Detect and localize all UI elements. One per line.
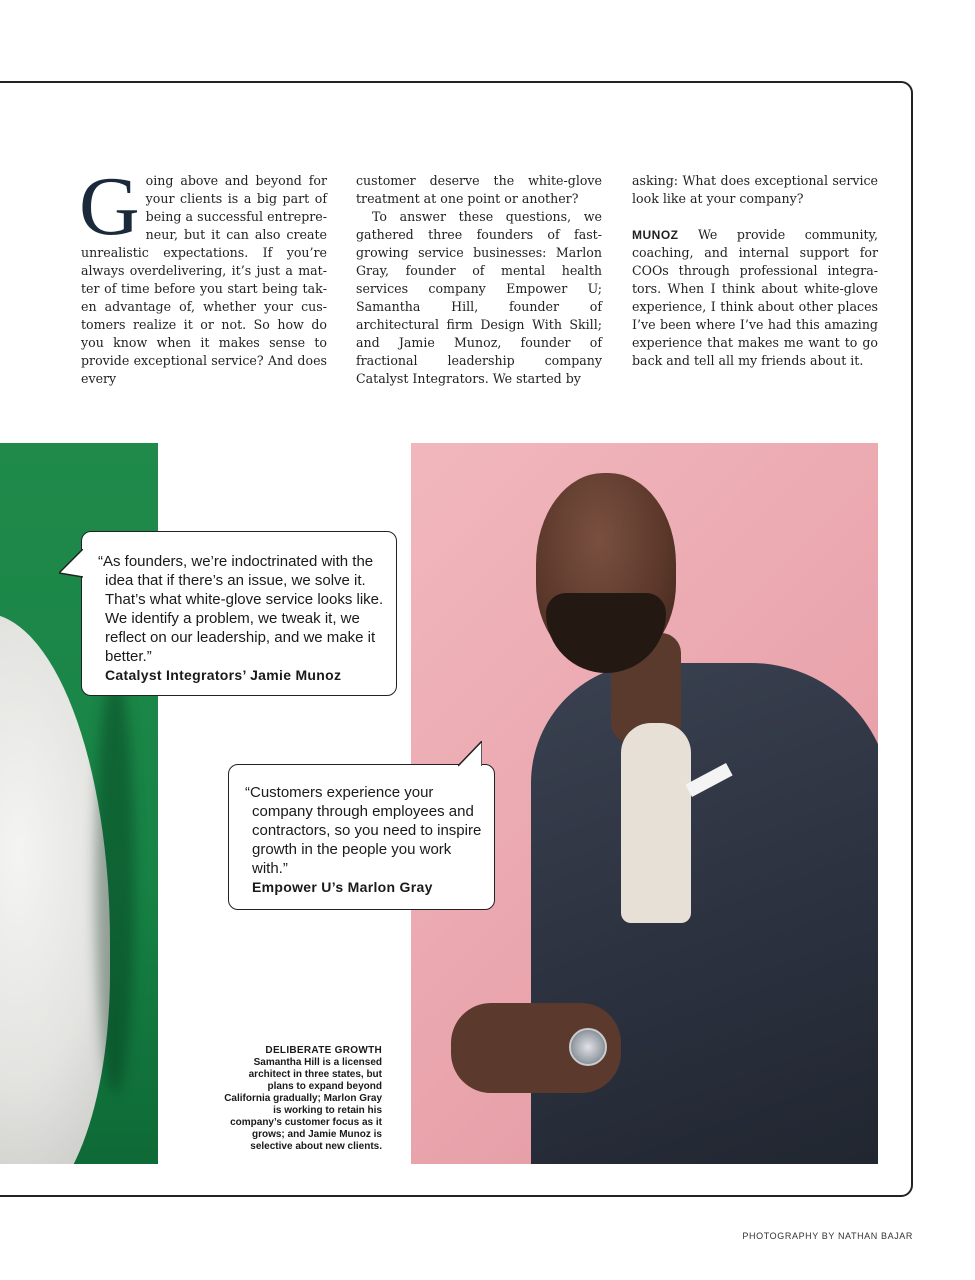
quote-attribution-munoz: Catalyst Integrators’ Jamie Munoz [105, 667, 342, 683]
article-paragraph-munoz-answer [632, 226, 878, 370]
quote-text-gray: “Customers experience your company through employees and contractors, so you need to inspire growth in the people you work with.” [245, 784, 482, 877]
drop-cap: G [79, 160, 140, 253]
article-paragraph-intro: oing above and beyond for your clients is a big part of being a successful entrepreneur, but it can also create unrealistic expectations. If you’re always overdelivering, it’s just a matter of time before you start being taken advantage of, whether your customers realize it or not. So how do you know when it makes sense to provide exceptional service? And does every [81, 173, 327, 386]
photo-shadow [95, 673, 135, 1093]
quote-bubble-munoz [81, 531, 397, 696]
shirt [621, 723, 691, 923]
article-column-3 [632, 172, 878, 370]
speech-tail-icon [59, 549, 83, 579]
caption-body: Samantha Hill is a licensed architect in three states, but plans to expand beyond California gradually; Marlon Gray is working to retain his company’s customer focus as it grows; and Jamie Munoz is selective about new clients. [224, 1057, 382, 1152]
quote-text-munoz: “As founders, we’re indoctrinated with the idea that if there’s an issue, we solve it. That’s what white-glove service looks like. We identify a problem, we tweak it, we reflect on our leadership, and we make it better.” [98, 553, 384, 665]
article-paragraph-continued: customer deserve the white-glove treatment at one point or another? [356, 173, 602, 206]
quote-attribution-gray: Empower U’s Marlon Gray [252, 879, 433, 895]
quote-bubble-gray [228, 764, 495, 910]
munoz-answer-text: We provide community, coaching, and internal support for COOs through professional integrators. When I think about white-glove experience, I think about other places I’ve been where I’ve had this amazing experience that makes me want to go back and tell all my friends about it. [632, 227, 878, 368]
article-column-1 [79, 160, 327, 388]
article-paragraph-question: asking: What does exceptional service look like at your company? [632, 173, 878, 206]
speech-tail-icon [458, 741, 482, 767]
photo-caption [222, 1045, 382, 1153]
article-paragraph-founders: To answer these questions, we gathered three founders of fast-growing service businesses: Marlon Gray, founder of mental health services company Empower U; Samantha Hill, founder of architectural firm Design With Skill; and Jamie Munoz, founder of fractional leadership company Catalyst Integrators. We started by [356, 209, 602, 386]
speaker-name: MUNOZ [632, 228, 679, 242]
article-column-2 [356, 172, 602, 388]
caption-title: DELIBERATE GROWTH [265, 1045, 382, 1056]
photo-credit: PHOTOGRAPHY BY NATHAN BAJAR [742, 1231, 913, 1241]
wristwatch [569, 1028, 607, 1066]
